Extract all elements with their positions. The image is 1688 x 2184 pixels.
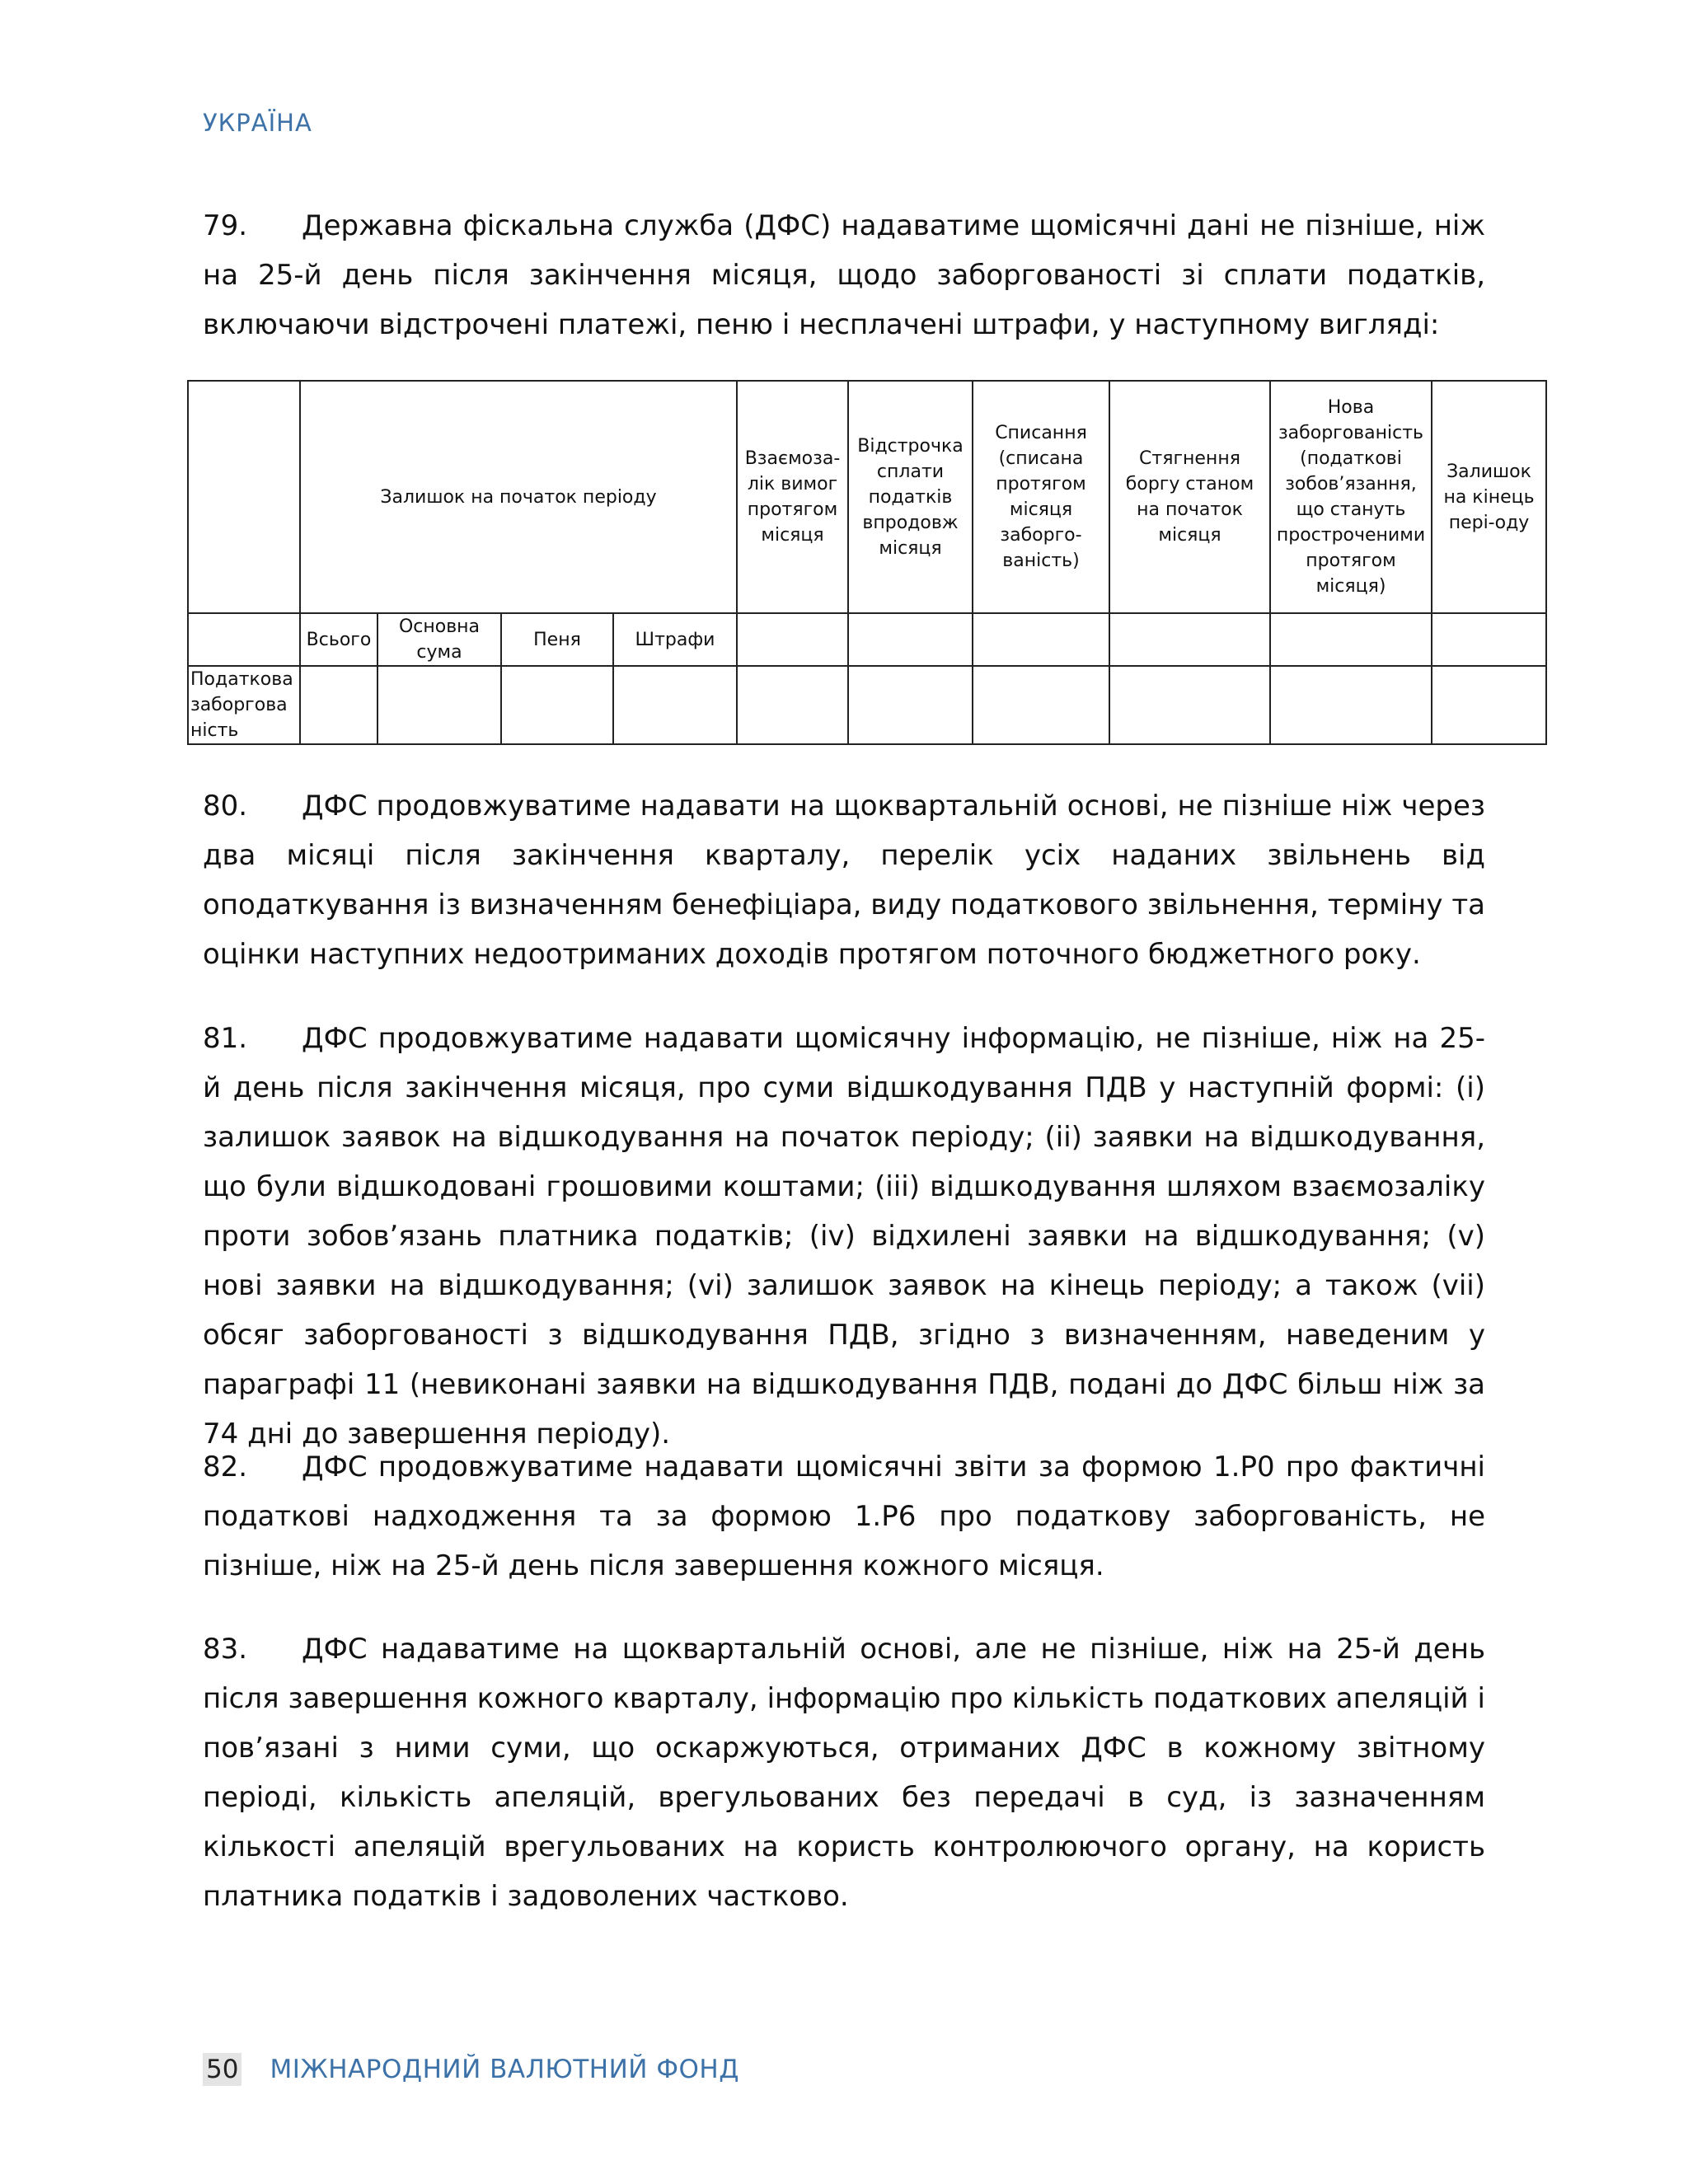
table-subheader-row <box>188 613 1546 666</box>
subheader-principal: Основна сума <box>377 613 501 666</box>
paragraph-text: ДФС продовжуватиме надавати щомісячну інформацію, не пізніше, ніж на 25-й день після закінчення місяця, про суми відшкодування ПДВ у наступній формі: (i) залишок заявок на відшкодування на початок періоду; (ii) заявки на відшкодування, що були відшкодовані грошовими коштами; (iii) відшкодування шляхом взаємозаліку проти зобов’язань платника податків; (iv) відхилені заявки на відшкодування; (v) нові заявки на відшкодування; (vi) залишок заявок на кінець періоду; а також (vii) обсяг заборгованості з відшкодування ПДВ, згідно з визначенням, наведеним у параграфі 11 (невиконані заявки на відшкодування ПДВ, подані до ДФС більш ніж за 74 дні до завершення періоду). <box>203 1022 1485 1451</box>
table-cell <box>1432 666 1546 744</box>
table-cell <box>737 613 848 666</box>
col-header-collection: Стягнення боргу станом на початок місяця <box>1109 381 1270 613</box>
paragraph-81 <box>203 1014 1485 1459</box>
table-cell <box>848 666 973 744</box>
page-footer <box>203 2053 739 2086</box>
table-cell <box>1432 613 1546 666</box>
table-cell <box>188 613 300 666</box>
table-cell <box>973 666 1109 744</box>
table-cell <box>377 666 501 744</box>
running-header: УКРАЇНА <box>203 109 312 137</box>
table-cell <box>848 613 973 666</box>
paragraph-text: Державна фіскальна служба (ДФС) надаватиме щомісячні дані не пізніше, ніж на 25-й день після закінчення місяця, щодо заборгованості зі сплати податків, включаючи відстрочені платежі, пеню і несплачені штрафи, у наступному вигляді: <box>203 209 1485 341</box>
subheader-fines: Штрафи <box>613 613 737 666</box>
paragraph-83 <box>203 1624 1485 1921</box>
subheader-penalty-interest: Пеня <box>501 613 613 666</box>
col-header-writeoff: Списання (списана протягом місяця заборгованість) <box>973 381 1109 613</box>
paragraph-number: 80. <box>203 790 248 823</box>
footer-organization: МІЖНАРОДНИЙ ВАЛЮТНИЙ ФОНД <box>270 2055 739 2084</box>
table-cell <box>501 666 613 744</box>
col-header-new-debt: Нова заборгованість (податкові зобов’язання, що стануть простроченими протягом місяця) <box>1270 381 1432 613</box>
paragraph-text: ДФС продовжуватиме надавати на щоквартальній основі, не пізніше ніж через два місяці після закінчення кварталу, перелік усіх наданих звільнень від оподаткування із визначенням бенефіціара, виду податкового звільнення, терміну та оцінки наступних недоотриманих доходів протягом поточного бюджетного року. <box>203 790 1485 971</box>
table-cell <box>1109 613 1270 666</box>
table-cell <box>737 666 848 744</box>
paragraph-number: 79. <box>203 209 248 242</box>
table-cell <box>1270 666 1432 744</box>
row-label-tax-debt: Податкова заборгованість <box>188 666 300 744</box>
table-header-row <box>188 381 1546 613</box>
page-number: 50 <box>203 2053 241 2086</box>
tax-debt-table <box>187 380 1547 745</box>
col-header-offset: Взаємозалік вимог протягом місяця <box>737 381 848 613</box>
table-cell <box>973 613 1109 666</box>
paragraph-number: 81. <box>203 1022 248 1055</box>
paragraph-80 <box>203 781 1485 979</box>
col-header-deferral: Відстрочка сплати податків впродовж місяця <box>848 381 973 613</box>
col-header-opening-balance: Залишок на початок періоду <box>300 381 737 613</box>
col-header-closing-balance: Залишок на кінець пері-оду <box>1432 381 1546 613</box>
table-cell <box>300 666 377 744</box>
table-cell <box>613 666 737 744</box>
paragraph-text: ДФС надаватиме на щоквартальній основі, але не пізніше, ніж на 25-й день після завершення кожного кварталу, інформацію про кількість податкових апеляцій і пов’язані з ними суми, що оскаржуються, отриманих ДФС в кожному звітному періоді, кількість апеляцій, врегульованих без передачі в суд, із зазначенням кількості апеляцій врегульованих на користь контролюючого органу, на користь платника податків і задоволених частково. <box>203 1633 1485 1913</box>
paragraph-number: 82. <box>203 1451 248 1483</box>
subheader-total: Всього <box>300 613 377 666</box>
paragraph-number: 83. <box>203 1633 248 1666</box>
table-corner-cell <box>188 381 300 613</box>
table-cell <box>1270 613 1432 666</box>
paragraph-text: ДФС продовжуватиме надавати щомісячні звіти за формою 1.Р0 про фактичні податкові надходження та за формою 1.Р6 про податкову заборгованість, не пізніше, ніж на 25-й день після завершення кожного місяця. <box>203 1451 1485 1582</box>
table-cell <box>1109 666 1270 744</box>
table-row <box>188 666 1546 744</box>
paragraph-82 <box>203 1442 1485 1591</box>
paragraph-79 <box>203 201 1485 349</box>
